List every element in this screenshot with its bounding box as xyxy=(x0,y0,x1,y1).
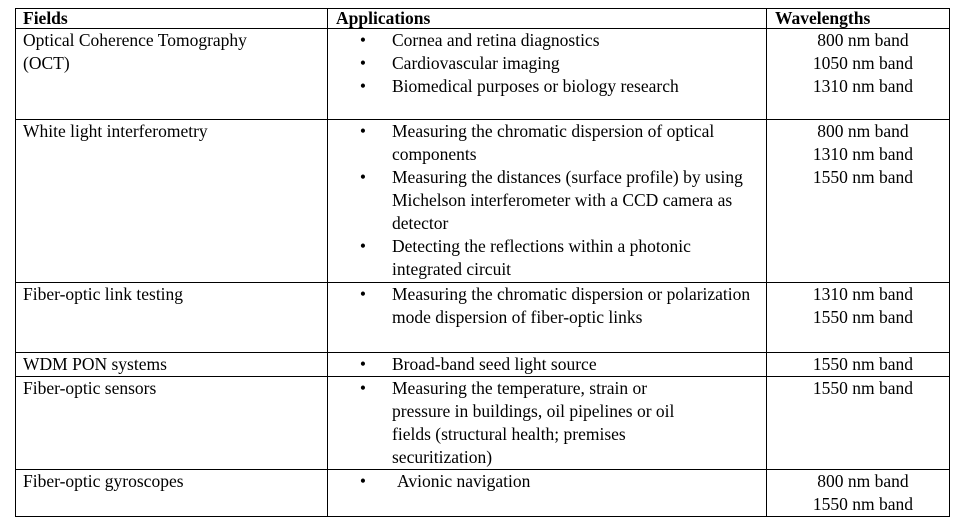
field-cell xyxy=(16,29,328,120)
bullet-icon: • xyxy=(359,471,367,491)
field-name: Fiber-optic gyroscopes xyxy=(23,471,184,491)
field-cell xyxy=(16,377,328,470)
list-item: • Measuring the chromatic dispersion or polarization mode dispersion of fiber-optic links xyxy=(328,283,762,329)
applications-cell xyxy=(328,353,767,377)
wavelength-value: 1550 nm band xyxy=(812,307,914,327)
table-row xyxy=(16,29,950,120)
wavelength-value: 1550 nm band xyxy=(812,494,914,514)
field-cell xyxy=(16,120,328,283)
wavelength-value: 800 nm band xyxy=(817,30,909,50)
bullet-icon: • xyxy=(359,53,367,73)
wavelength-value: 1550 nm band xyxy=(812,378,914,398)
field-name: Fiber-optic sensors xyxy=(23,378,157,398)
field-name: Optical Coherence Tomography (OCT) xyxy=(23,30,247,73)
applications-cell xyxy=(328,377,767,470)
bullet-icon: • xyxy=(359,76,367,96)
table-row xyxy=(16,470,950,517)
bullet-icon: • xyxy=(359,30,367,50)
wavelength-value: 1550 nm band xyxy=(812,167,914,187)
wavelength-value: 800 nm band xyxy=(817,471,909,491)
bullet-icon: • xyxy=(359,378,367,398)
wavelength-value: 1310 nm band xyxy=(812,144,914,164)
field-name: WDM PON systems xyxy=(23,354,167,374)
applications-cell xyxy=(328,120,767,283)
field-cell xyxy=(16,283,328,353)
bullet-icon: • xyxy=(359,354,367,374)
bullet-icon: • xyxy=(359,284,367,304)
field-cell xyxy=(16,470,328,517)
header-applications: Applications xyxy=(328,9,767,29)
header-row xyxy=(16,9,950,29)
header-wavelengths: Wavelengths xyxy=(767,9,950,29)
bullet-icon: • xyxy=(359,121,367,141)
table-row xyxy=(16,377,950,470)
list-item: • Detecting the reflections within a photonic integrated circuit xyxy=(328,235,762,281)
list-item: • Avionic navigation xyxy=(328,470,762,493)
bullet-icon: • xyxy=(359,236,367,256)
applications-cell xyxy=(328,29,767,120)
wavelength-value: 1550 nm band xyxy=(812,354,914,374)
applications-cell xyxy=(328,283,767,353)
field-name: Fiber-optic link testing xyxy=(23,284,184,304)
table-row xyxy=(16,283,950,353)
applications-cell xyxy=(328,470,767,517)
list-item: • Measuring the temperature, strain or pressure in buildings, oil pipelines or oil fields (structural health; premises securitization) xyxy=(328,377,762,469)
applications-list xyxy=(328,353,762,376)
applications-list xyxy=(328,29,762,98)
list-item: • Measuring the chromatic dispersion of optical components xyxy=(328,120,762,166)
table-row xyxy=(16,353,950,377)
wavelengths-cell xyxy=(767,377,950,470)
wavelengths-cell xyxy=(767,353,950,377)
list-item: • Biomedical purposes or biology research xyxy=(328,75,762,98)
table-row xyxy=(16,120,950,283)
list-item: • Measuring the distances (surface profile) by using Michelson interferometer with a CCD camera as detector xyxy=(328,166,762,235)
header-fields: Fields xyxy=(16,9,328,29)
list-item: • Cornea and retina diagnostics xyxy=(328,29,762,52)
wavelength-value: 800 nm band xyxy=(817,121,909,141)
field-cell xyxy=(16,353,328,377)
list-item: • Cardiovascular imaging xyxy=(328,52,762,75)
list-item: • Broad-band seed light source xyxy=(328,353,762,376)
applications-table xyxy=(15,8,950,517)
wavelengths-cell xyxy=(767,470,950,517)
field-name: White light interferometry xyxy=(23,121,208,141)
applications-list xyxy=(328,377,762,469)
applications-list xyxy=(328,470,762,493)
wavelength-value: 1310 nm band xyxy=(812,284,914,304)
wavelength-value: 1050 nm band xyxy=(812,53,914,73)
applications-list xyxy=(328,283,762,329)
wavelengths-cell xyxy=(767,120,950,283)
applications-list xyxy=(328,120,762,281)
wavelengths-cell xyxy=(767,29,950,120)
wavelength-value: 1310 nm band xyxy=(812,76,914,96)
wavelengths-cell xyxy=(767,283,950,353)
bullet-icon: • xyxy=(359,167,367,187)
